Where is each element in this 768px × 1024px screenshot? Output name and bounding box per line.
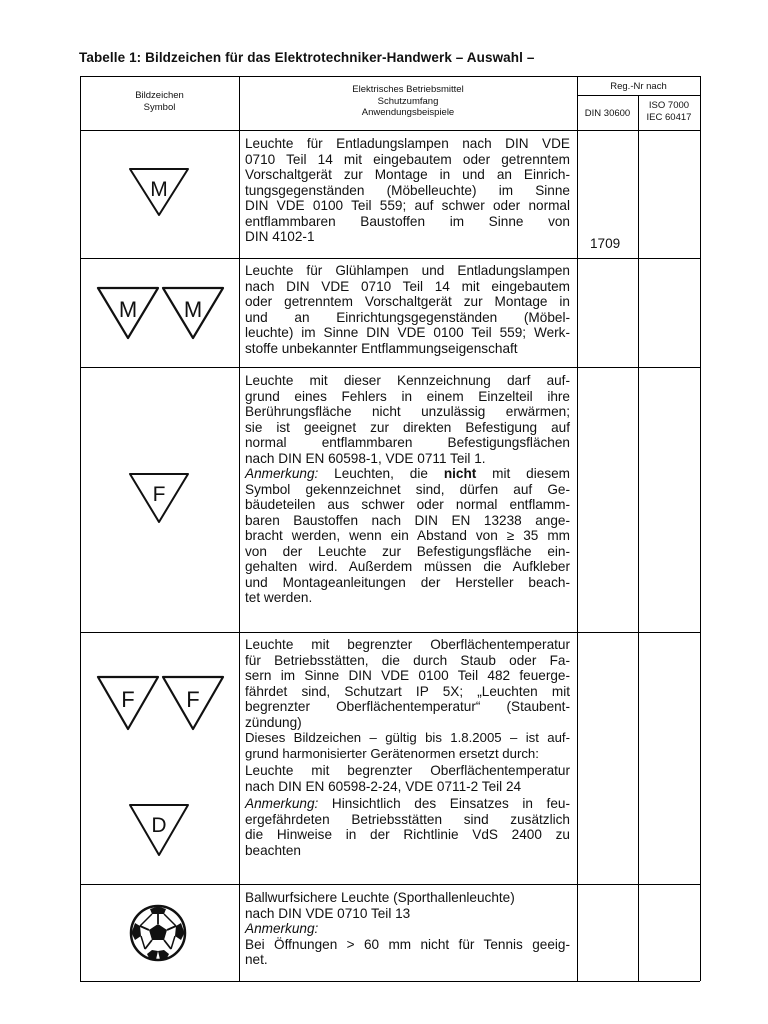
header-symbol <box>80 90 239 113</box>
note-label <box>245 921 570 937</box>
symbol-letter: F <box>186 687 200 712</box>
header-desc-line: Elektrisches Betriebsmittel <box>352 84 464 95</box>
header-iso-line: IEC 60417 <box>646 111 692 123</box>
note-label: Anmerkung: <box>245 466 319 481</box>
luminaire-d-triangle-icon <box>128 802 190 858</box>
desc-line: Leuchte mit begrenzter Oberflächentemperatur <box>245 763 570 778</box>
header-iso-line: ISO 7000 <box>648 100 690 111</box>
luminaire-f-triangle-icon <box>95 673 161 733</box>
symbol-letter: M <box>150 178 168 201</box>
desc-line: nach DIN VDE 0710 Teil 14 mit eingebautem <box>245 278 570 294</box>
desc-line: nach DIN EN 60598-2-24, VDE 0711-2 Teil 24 <box>245 778 522 794</box>
desc-line: ergefährdeten Betriebsstätten sind zusätzlich <box>245 811 570 827</box>
desc-line: stoffe unbekannter Entflammungseigenschaft <box>245 340 518 356</box>
desc-line: bracht werden, wenn ein Abstand von ≥ 35 mm <box>245 528 570 543</box>
header-symbol-line: Symbol <box>143 101 176 113</box>
desc-line: Ballwurfsichere Leuchte (Sporthallenleuchte) <box>245 890 515 905</box>
desc-line: tet werden. <box>245 590 313 605</box>
desc-line: Vorschaltgerät zur Montage in und an Einrich- <box>245 167 570 182</box>
note-label: Anmerkung: <box>245 796 319 811</box>
header-din: DIN 30600 <box>584 108 631 119</box>
luminaire-m-triangle-icon <box>128 166 190 218</box>
desc-line: Berührungsfläche nicht unzulässig erwärmen; <box>245 404 570 419</box>
desc-line: nach DIN EN 60598-1, VDE 0711 Teil 1. <box>245 450 486 466</box>
symbol-letter: M <box>118 297 138 322</box>
desc-line: nach DIN VDE 0710 Teil 13 <box>245 905 411 921</box>
note-text: mit diesem <box>476 466 571 481</box>
desc-line: net. <box>245 952 268 967</box>
row-5-description <box>245 890 570 968</box>
desc-line: für Betriebsstätten, die durch Staub oder Fa- <box>245 652 570 668</box>
desc-line: fährdet sind, Schutzart IP 5X; „Leuchten mit <box>245 683 570 699</box>
desc-line: Leuchte für Entladungslampen nach DIN VDE <box>245 136 570 151</box>
header-reg-nr: Reg.-Nr nach <box>610 81 667 92</box>
header-symbol-line: Bildzeichen <box>135 90 184 101</box>
desc-line: Leuchte mit begrenzter Oberflächentemperatur <box>245 637 570 652</box>
note-text: Hinsichtlich des Einsatzes in feu- <box>318 796 570 811</box>
note-emphasis: nicht <box>443 466 477 481</box>
header-desc-line: Anwendungsbeispiele <box>361 107 455 118</box>
note-line <box>245 796 570 812</box>
desc-line: bäudeteilen aus schwer oder normal entflamm- <box>245 497 570 512</box>
desc-line: Symbol gekennzeichnet sind, dürfen auf Ge- <box>245 481 570 497</box>
desc-line: Leuchte für Glühlampen und Entladungslampen <box>245 263 570 278</box>
luminaire-m-triangle-icon <box>160 284 226 342</box>
desc-line: grund eines Fehlers in einem Einzelteil ihre <box>245 388 570 404</box>
table-title: Tabelle 1: Bildzeichen für das Elektrotechniker-Handwerk – Auswahl – <box>79 50 535 65</box>
desc-line: beachten <box>245 842 301 858</box>
row-4-description <box>245 637 570 858</box>
desc-line: normal entflammbaren Befestigungsflächen <box>245 435 570 450</box>
desc-line: von der Leuchte zur Befestigungsfläche ein- <box>245 543 570 559</box>
ball-proof-luminaire-ball-icon <box>128 903 188 963</box>
desc-line: DIN VDE 0100 Teil 559; auf schwer oder normal <box>245 198 570 213</box>
desc-line: oder getrenntem Vorschaltgerät zur Montage in <box>245 294 570 309</box>
luminaire-f-triangle-icon <box>160 673 226 733</box>
desc-line: die Hinweise in der Richtlinie VdS 2400 zu <box>245 827 570 842</box>
note-label-text: Anmerkung: <box>245 921 319 936</box>
note-line <box>245 466 570 482</box>
row-3-description <box>245 373 570 606</box>
desc-line: sern im Sinne DIN VDE 0100 Teil 482 feuerge- <box>245 668 570 683</box>
luminaire-f-triangle-icon <box>128 471 190 525</box>
row-2-description <box>245 263 570 356</box>
desc-line: 0710 Teil 14 mit eingebautem oder getrenntem <box>245 151 570 167</box>
desc-line: leuchte) im Sinne DIN VDE 0100 Teil 559; Werk- <box>245 325 570 340</box>
desc-line: zündung) <box>245 714 302 730</box>
desc-line: begrenzter Oberflächentemperatur“ (Staubent- <box>245 699 570 714</box>
desc-line: baren Baustoffen nach DIN EN 13238 ange- <box>245 512 570 528</box>
desc-line: gehalten wird. Außerdem müssen die Aufkleber <box>245 559 570 574</box>
header-description <box>239 84 577 119</box>
symbol-letter: F <box>121 687 135 712</box>
desc-line: Dieses Bildzeichen – gültig bis 1.8.2005 – ist auf- <box>245 730 570 745</box>
symbol-letter: M <box>183 297 203 322</box>
header-desc-line: Schutzumfang <box>377 95 439 107</box>
row-1-din-number: 1709 <box>590 236 621 251</box>
desc-line: DIN 4102-1 <box>245 229 315 244</box>
desc-line: und Montageanleitungen der Hersteller beach- <box>245 574 570 590</box>
symbol-letter: D <box>151 814 167 837</box>
desc-line: tungsgegenständen (Möbelleuchte) im Sinne <box>245 182 570 198</box>
desc-line: Bei Öffnungen > 60 mm nicht für Tennis geeig- <box>245 936 570 952</box>
desc-line: und an Einrichtungsgegenständen (Möbel- <box>245 309 570 325</box>
luminaire-m-triangle-icon <box>95 284 161 342</box>
note-text: Leuchten, die <box>318 466 444 481</box>
desc-line: grund harmonisierter Gerätenormen ersetzt durch: <box>245 745 539 761</box>
desc-line: entflammbaren Baustoffen im Sinne von <box>245 213 570 229</box>
symbol-letter: F <box>152 483 166 506</box>
desc-line: Leuchte mit dieser Kennzeichnung darf auf- <box>245 373 570 388</box>
desc-line: sie ist geeignet zur direkten Befestigung auf <box>245 419 570 435</box>
header-iso <box>638 100 700 123</box>
row-1-description <box>245 136 570 245</box>
